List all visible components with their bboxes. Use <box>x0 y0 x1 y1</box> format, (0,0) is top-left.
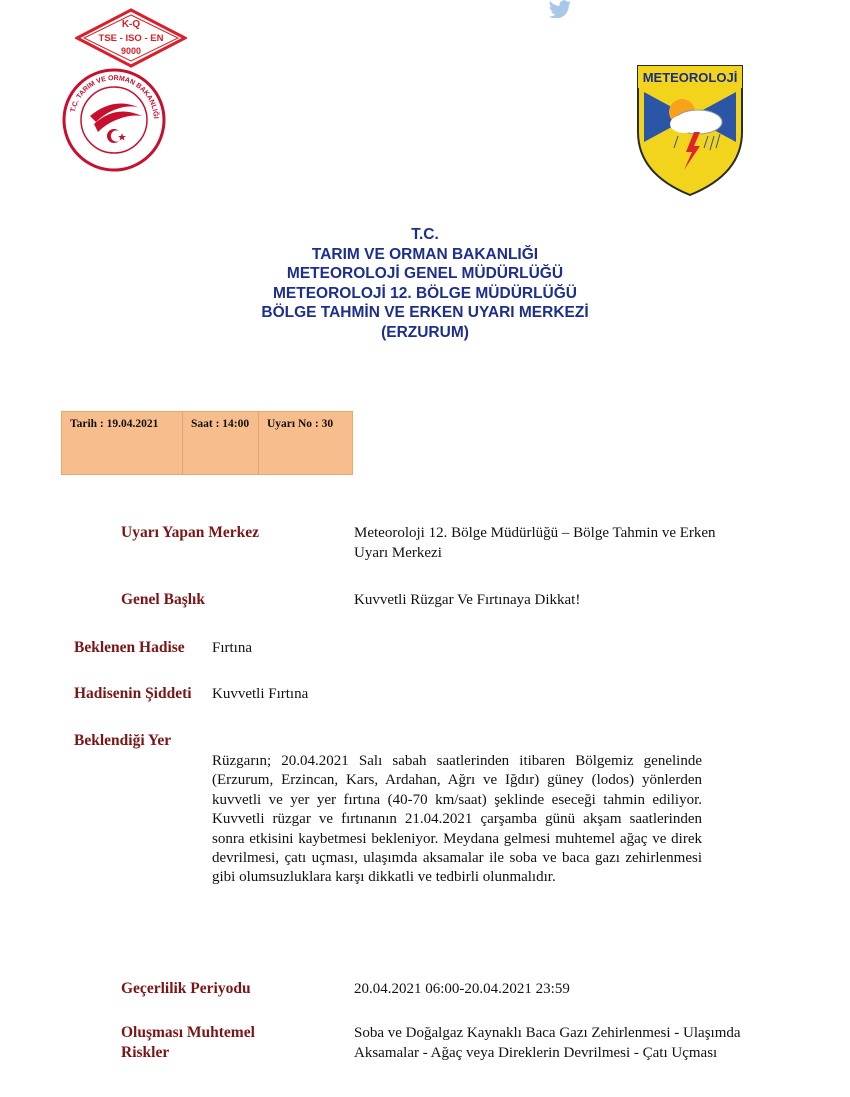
meteoroloji-shield-logo <box>634 62 746 198</box>
warning-number: Uyarı No : 30 <box>267 418 334 430</box>
center-label: Uyarı Yapan Merkez <box>121 524 260 541</box>
warning-date: Tarih : 19.04.2021 <box>62 412 183 474</box>
warning-description: Rüzgarın; 20.04.2021 Salı sabah saatlerinden itibaren Bölgemiz genelinde (Erzurum, Erzincan, Kars, Ardahan, Ağrı ve Iğdır) güney (lodos) yönlerden kuvvetli ve yer yer fırtına (40-70 km/saat) şeklinde eseceği tahmin ediliyor. Kuvvetli rüzgar ve fırtınanın 21.04.2021 çarşamba günü akşam saatlerinden sonra etkisini kaybetmesi bekleniyor. Meydana gelmesi muhtemel ağaç ve direk devrilmesi, çatı uçması, ulaşımda aksamalar ile soba ve baca gazı zehirlenmesi gibi olumsuzluklara karşı dikkatli ve tedbirli olunmalıdır. <box>212 753 702 886</box>
warning-info-box <box>61 411 353 475</box>
center-value-line1: Meteoroloji 12. Bölge Müdürlüğü – Bölge Tahmin ve Erken <box>354 525 716 541</box>
warning-time: Saat : 14:00 <box>183 412 259 474</box>
severity-label: Hadisenin Şiddeti <box>74 685 192 702</box>
validity-label: Geçerlilik Periyodu <box>121 980 251 997</box>
event-value: Fırtına <box>212 640 252 656</box>
risks-value-line2: Aksamalar - Ağaç veya Direklerin Devrilmesi - Çatı Uçması <box>354 1045 718 1061</box>
seal-ring-text: T.C. TARIM VE ORMAN BAKANLIĞI <box>69 74 159 119</box>
title-label: Genel Başlık <box>121 591 205 608</box>
header-line-center: BÖLGE TAHMİN VE ERKEN UYARI MERKEZİ <box>261 304 589 321</box>
title-value: Kuvvetli Rüzgar Ve Fırtınaya Dikkat! <box>354 592 581 608</box>
kq-tse-iso-logo <box>75 8 187 68</box>
risks-label-line1: Oluşması Muhtemel <box>121 1024 255 1041</box>
kq-line1: K-Q <box>121 19 141 30</box>
risks-value-line1: Soba ve Doğalgaz Kaynaklı Baca Gazı Zehirlenmesi - Ulaşımda <box>354 1025 741 1041</box>
header-line-regional-directorate: METEOROLOJİ 12. BÖLGE MÜDÜRLÜĞÜ <box>273 284 577 302</box>
header-line-ministry: TARIM VE ORMAN BAKANLIĞI <box>311 245 539 263</box>
document-header <box>0 225 850 342</box>
header-line-general-directorate: METEOROLOJİ GENEL MÜDÜRLÜĞÜ <box>286 265 564 282</box>
ministry-seal-logo <box>60 66 168 174</box>
twitter-icon[interactable] <box>548 0 572 18</box>
kq-line2: TSE - ISO - EN <box>98 33 164 44</box>
place-label: Beklendiği Yer <box>74 732 172 749</box>
kq-line3: 9000 <box>120 46 142 56</box>
center-value-line2: Uyarı Merkezi <box>354 545 442 561</box>
validity-value: 20.04.2021 06:00-20.04.2021 23:59 <box>354 981 570 997</box>
header-line-tc: T.C. <box>411 226 439 243</box>
risks-label-line2: Riskler <box>121 1044 170 1061</box>
event-label: Beklenen Hadise <box>74 639 185 656</box>
shield-title: METEOROLOJİ <box>642 70 738 85</box>
severity-value: Kuvvetli Fırtına <box>212 686 309 702</box>
header-line-city: (ERZURUM) <box>381 323 469 341</box>
